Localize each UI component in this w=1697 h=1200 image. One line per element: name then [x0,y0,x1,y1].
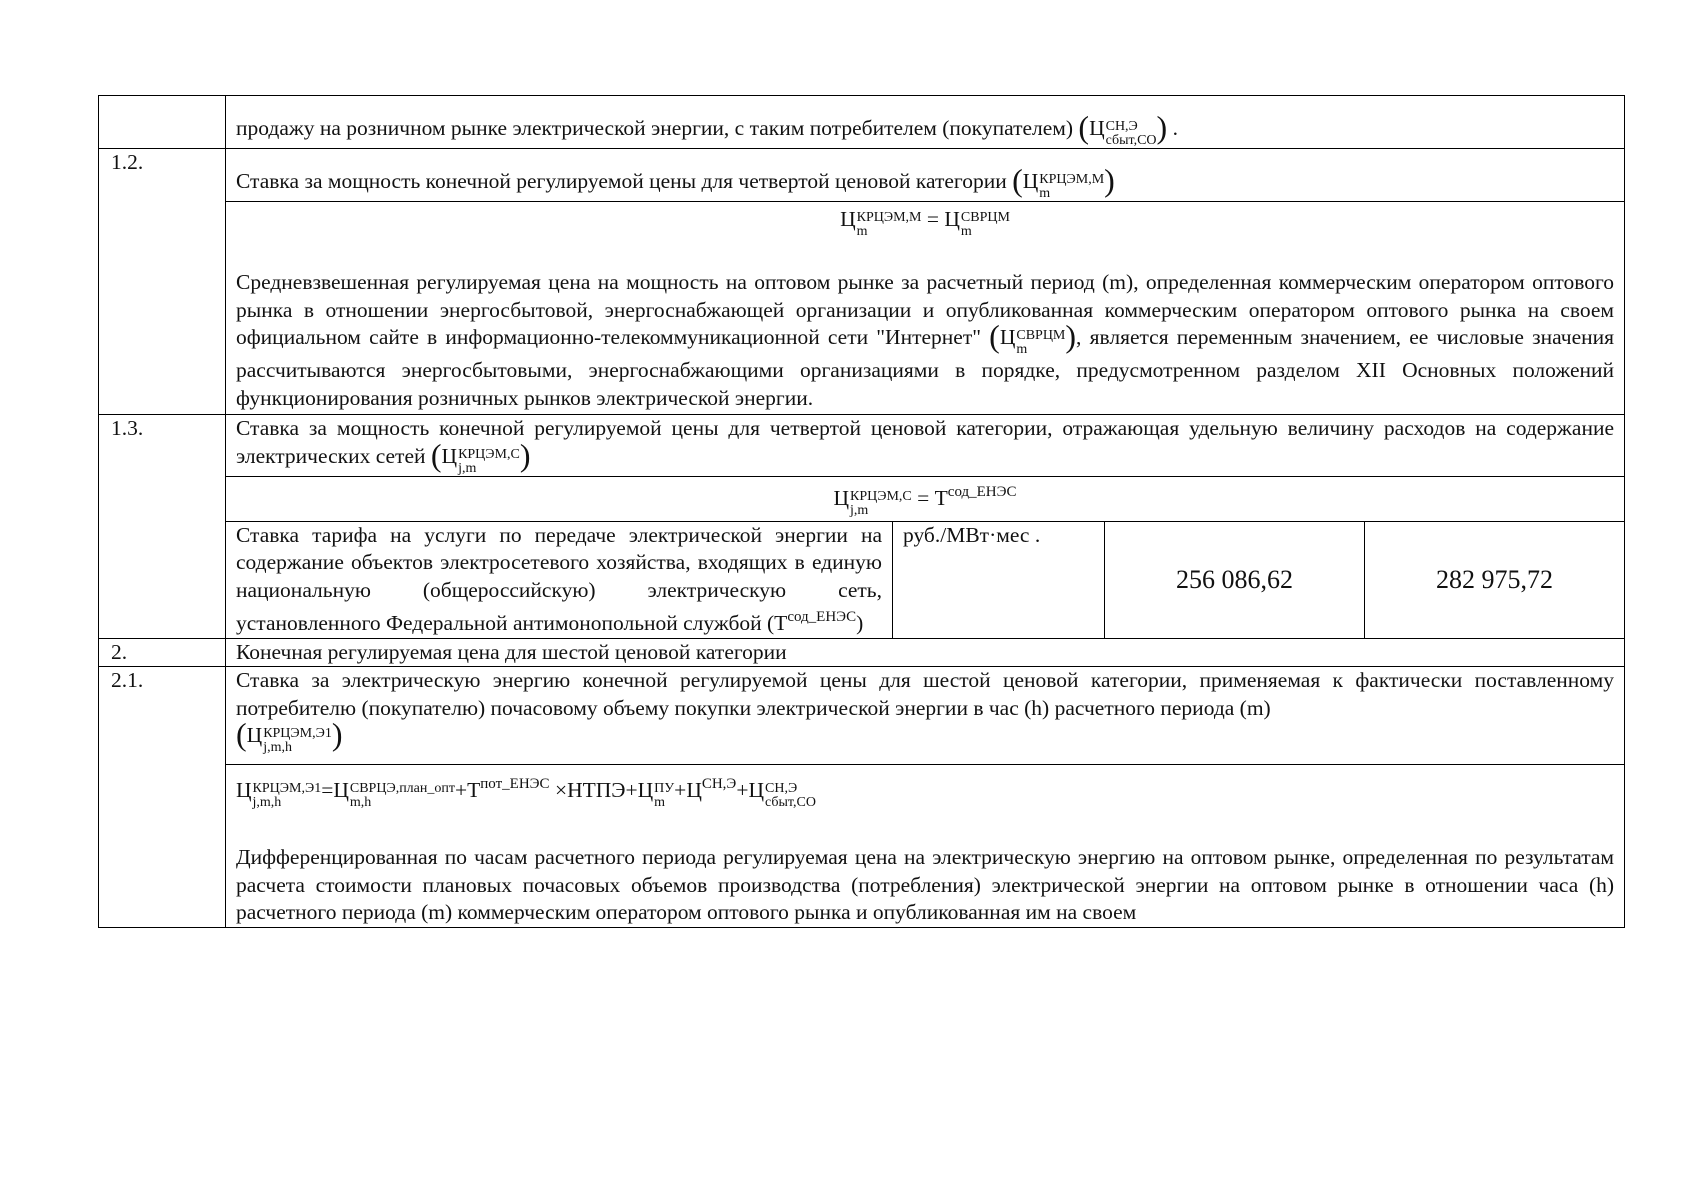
row-number: 1.3. [99,415,226,639]
symbol-price-krcem-m: (Ц КРЦЭМ,М m ) [1012,162,1115,201]
row-number: 2. [99,638,226,667]
row-1-3 [99,415,1625,477]
row-title: Ставка за мощность конечной регулируемой цены для четвертой ценовой категории [236,169,1007,193]
symbol-price-sn-sbyt: (Ц СН,Э сбыт,СО ) [1078,109,1168,148]
row-1-3-tariff [99,521,1625,638]
row-title-cell [226,149,1625,202]
formula-description-cell [226,765,1625,928]
row-title: Ставка за мощность конечной регулируемой цены для четвертой ценовой категории, отражающая удельную величину расходов на содержание электрических сетей [236,416,1615,468]
row-1-3-formula [99,476,1625,521]
symbol-price-svrcm: (Ц СВРЦМ m ) [989,318,1077,357]
row-title: Конечная регулируемая цена для шестой ценовой категории [226,638,1625,667]
row-2-1 [99,667,1625,765]
row-1-2-formula [99,202,1625,415]
row-title-cell [226,415,1625,477]
row-2-1-formula [99,765,1625,928]
symbol-price-krcem-c: (Ц КРЦЭМ,С j,m ) [430,436,531,476]
value-cell-2: 282 975,72 [1365,521,1625,638]
row-number: 1.2. [99,149,226,415]
description-text: Дифференцированная по часам расчетного периода регулируемая цена на электрическую энергию на оптовом рынке, определенная по результатам расчета стоимости плановых почасовых объемов производства (потребления) электрической энергии на оптовом рынке в отношении часа (h) расчетного периода (m) коммерческим оператором оптового рынка и опубликованная им на своем [236,845,1615,924]
value-cell-1: 256 086,62 [1105,521,1365,638]
formula-krcem-c: Ц КРЦЭМ,С j,m = $Т^{сод\_ЕНЭС}$ [226,476,1625,521]
row-number-empty [99,96,226,149]
row-1-2 [99,149,1625,202]
continuation-text: продажу на розничном рынке электрической энергии, с таким потребителем (покупателем) [236,116,1074,140]
continuation-cell: продажу на розничном рынке электрической энергии, с таким потребителем (покупателем) (Ц СН,Э сбыт,СО ) . [226,96,1625,149]
row-2 [99,638,1625,667]
row-number: 2.1. [99,667,226,928]
symbol-price-krcem-e1: (Ц КРЦЭМ,Э1 j,m,h ) [236,716,343,755]
tariff-description-cell: Ставка тарифа на услуги по передаче электрической энергии на содержание объектов электросетевого хозяйства, входящих в единую национальную (общероссийскую) электрическую сеть, установленного Федеральной антимонопольной службой $(Т^{сод\_ЕНЭС})$ [226,521,893,638]
tariff-table [98,95,1625,928]
formula-krcem-m: Ц КРЦЭМ,М m = Ц СВРЦМ m [840,207,1010,239]
row-title-cell [226,667,1625,765]
row-title: Ставка за электрическую энергию конечной регулируемой цены для шестой ценовой категории, применяемая к фактически поставленному потребителю (покупателю) почасовому объему покупки электрической энергии в час (h) расчетного периода (m) [236,668,1615,720]
formula-krcem-e1: Ц КРЦЭМ,Э1 j,m,h =Ц СВРЦЭ,план_опт m,h $+Т^{пот\_ЕНЭС}$ ×НТПЭ+Ц ПУ m $+Ц^{СН,Э}+Ц$ СН,Э сбыт,СО [236,776,816,810]
description-text: Средневзвешенная регулируемая цена на мощность на оптовом рынке за расчетный период (m), определенная коммерческим оператором оптового рынка в отношении энергосбытовой, энергоснабжающей организации и опубликованная коммерческим оператором оптового рынка на своем официальном сайте в информационно-телекоммуникационной сети "Интернет" (Ц СВРЦМ m ), является переменным значением, ее числовые значения рассчитываются энергосбытовыми, энергоснабжающими организациями в порядке, предусмотренном разделом XII Основных положений функционирования розничных рынков электрической энергии. [236,270,1615,410]
row-continuation [99,96,1625,149]
unit-cell: руб./МВт·мес . [893,521,1105,638]
formula-description-cell [226,202,1625,415]
